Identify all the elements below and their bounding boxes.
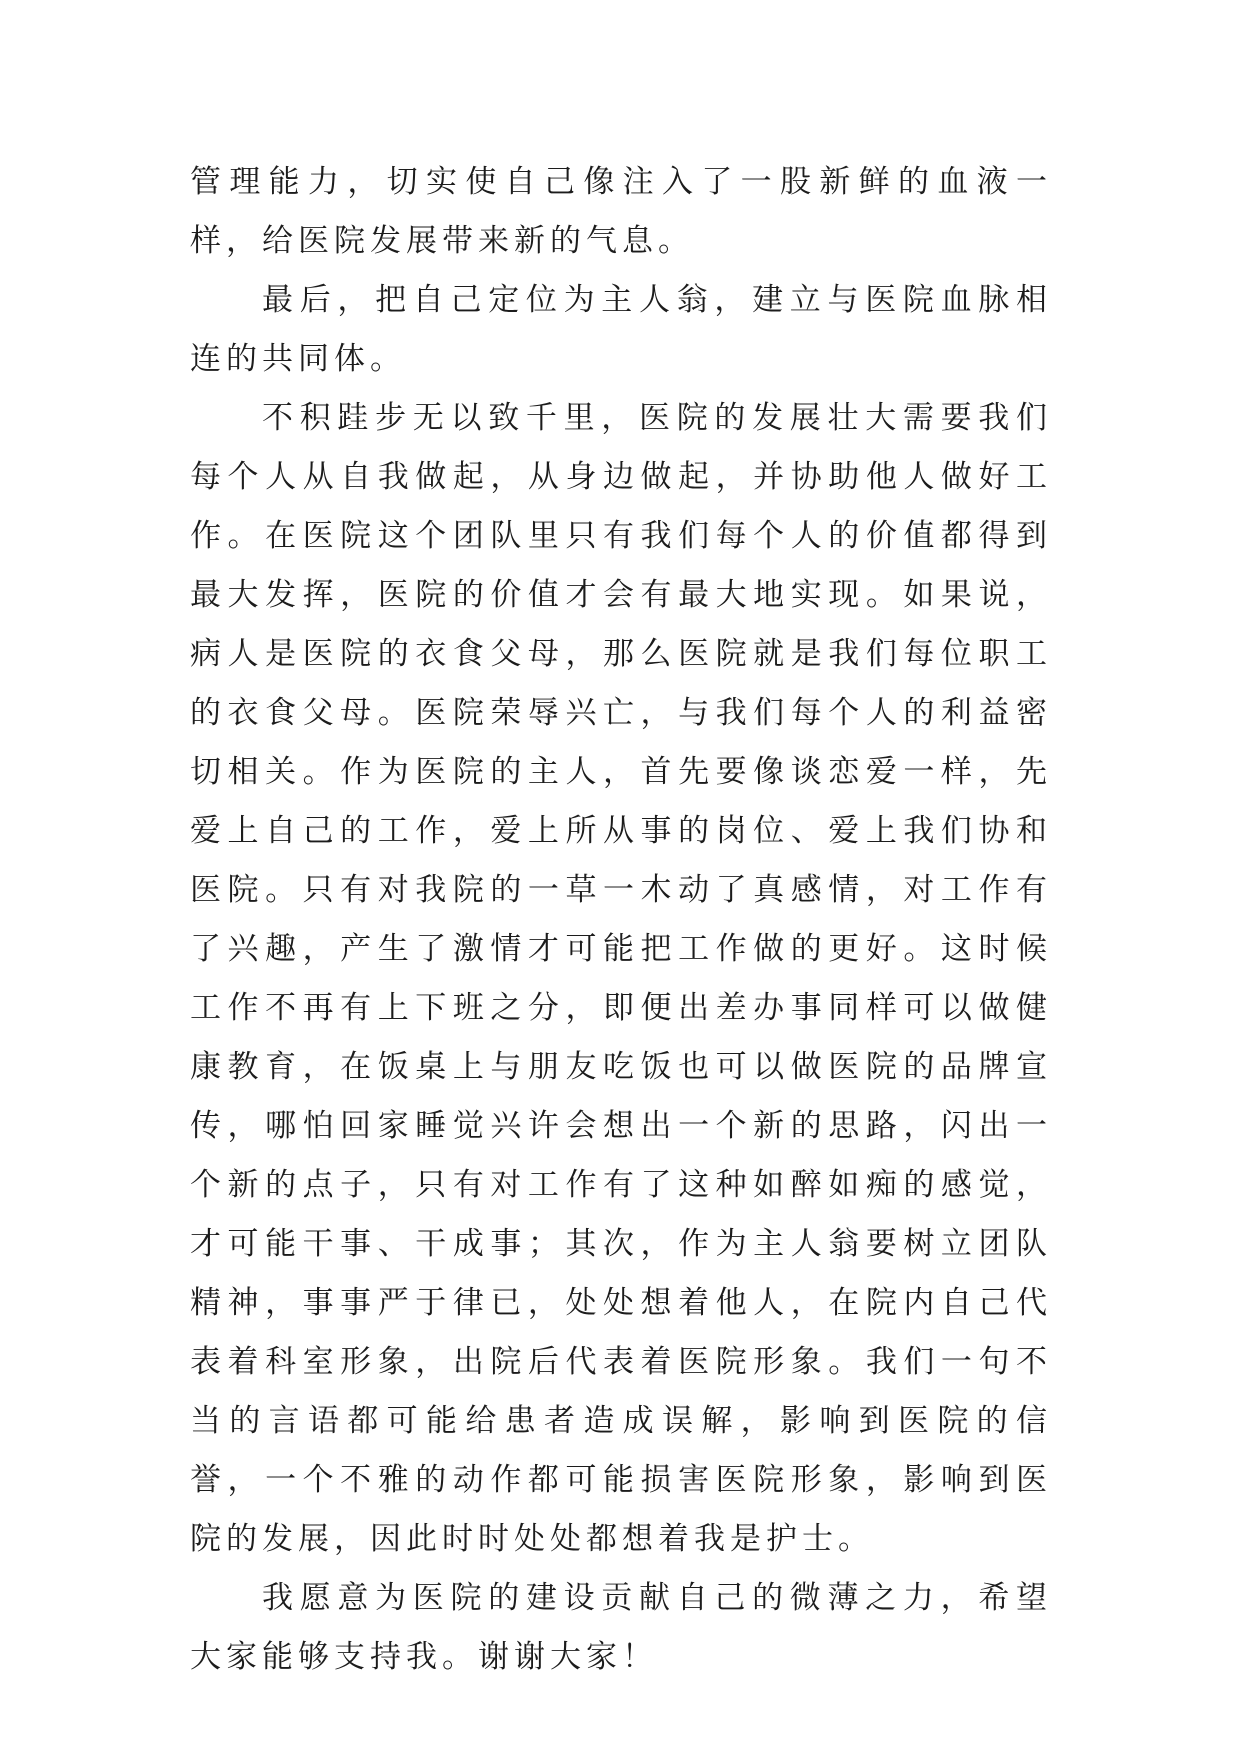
paragraph-main-body: 不积跬步无以致千里，医院的发展壮大需要我们每个人从自我做起，从身边做起，并协助他人做好工作。在医院这个团队里只有我们每个人的价值都得到最大发挥，医院的价值才会有最大地实现。如果说，病人是医院的衣食父母，那么医院就是我们每位职工的衣食父母。医院荣辱兴亡，与我们每个人的利益密切相关。作为医院的主人，首先要像谈恋爱一样，先爱上自己的工作，爱上所从事的岗位、爱上我们协和医院。只有对我院的一草一木动了真感情，对工作有了兴趣，产生了激情才可能把工作做的更好。这时候工作不再有上下班之分，即便出差办事同样可以做健康教育，在饭桌上与朋友吃饭也可以做医院的品牌宣传，哪怕回家睡觉兴许会想出一个新的思路，闪出一个新的点子，只有对工作有了这种如醉如痴的感觉，才可能干事、干成事；其次，作为主人翁要树立团队精神，事事严于律已，处处想着他人，在院内自己代表着科室形象，出院后代表着医院形象。我们一句不当的言语都可能给患者造成误解，影响到医院的信誉，一个不雅的动作都可能损害医院形象，影响到医院的发展，因此时时处处都想着我是护士。	[190, 400, 1052, 1557]
document-body	[190, 153, 1052, 1687]
paragraph-closing: 我愿意为医院的建设贡献自己的微薄之力，希望大家能够支持我。谢谢大家！	[190, 1580, 1052, 1675]
paragraph-conclusion-intro: 最后，把自己定位为主人翁，建立与医院血脉相连的共同体。	[190, 282, 1052, 377]
paragraph-continuation: 管理能力，切实使自己像注入了一股新鲜的血液一样，给医院发展带来新的气息。	[190, 164, 1052, 259]
